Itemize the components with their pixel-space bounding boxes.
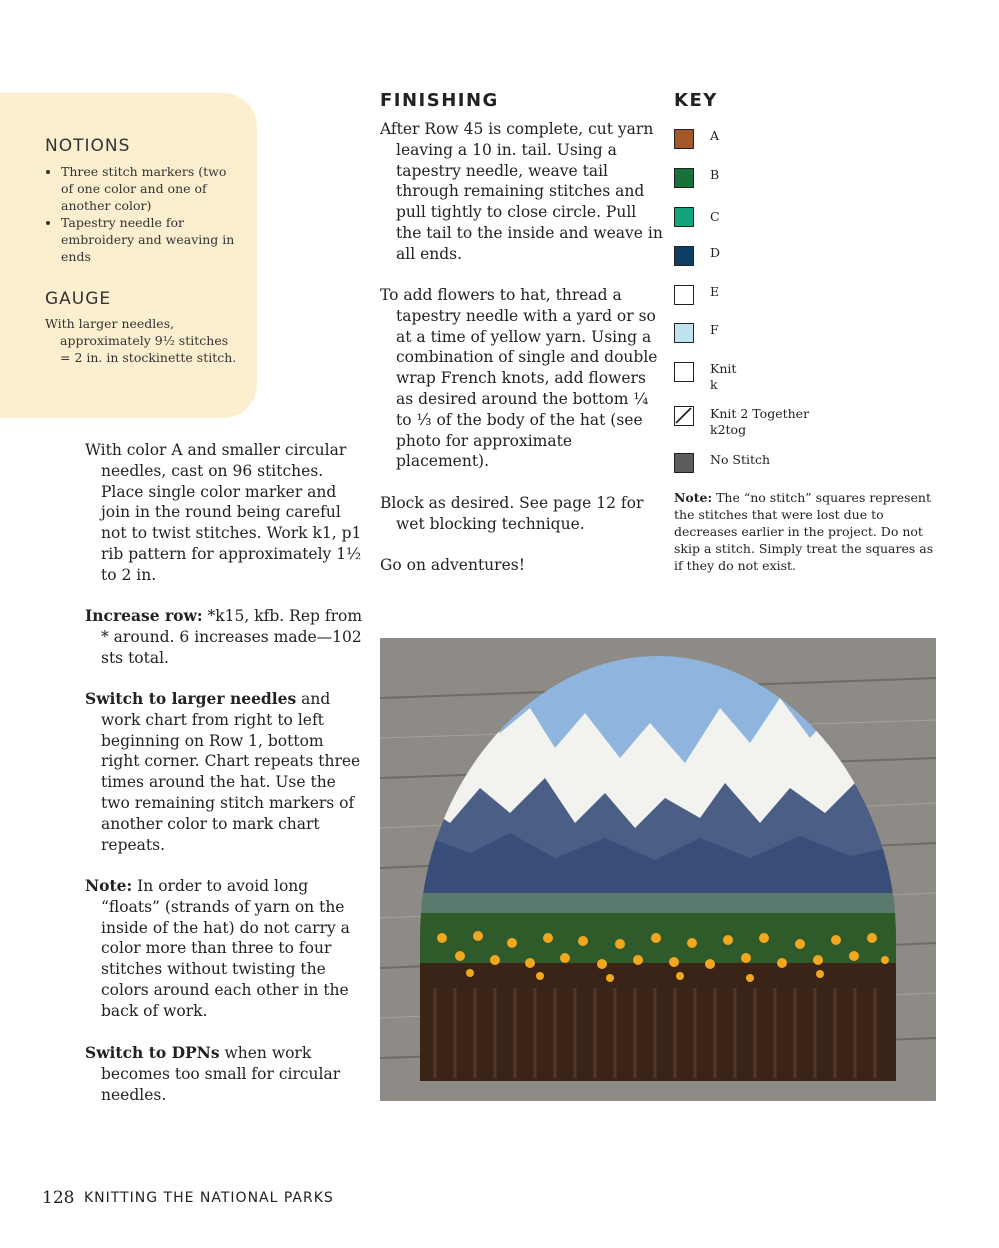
key-label-d: D [710,245,721,260]
swatch-no-stitch [674,453,694,473]
swatch-b [674,168,694,188]
larger-needles-text: and work chart from right to left beginning on Row 1, bottom right corner. Chart repeats three times around the hat. Use the two remaining stitch markers of another color to mark chart repeats. [101,690,361,854]
blocking-paragraph: Block as desired. See page 12 for wet blocking technique. [380,494,644,533]
running-footer-title: KNITTING THE NATIONAL PARKS [84,1190,334,1206]
swatch-e [674,285,694,305]
cast-on-paragraph: With color A and smaller circular needles, cast on 96 stitches. Place single color marker and join in the round being careful not to twist stitches. Work k1, p1 rib pattern for approximately 1½ to 2 in. [85,441,362,584]
dpns-paragraph [85,1043,366,1105]
dpns-label: Switch to DPNs [85,1043,220,1062]
key-label-b: B [710,167,720,182]
notions-heading: NOTIONS [45,136,131,156]
knitted-hat-photo [380,638,936,1101]
key-label-f: F [710,322,719,337]
notions-item: • Tapestry needle for embroidery and weaving in ends [61,214,241,265]
increase-row-label: Increase row: [85,606,203,625]
key-label-a: A [710,128,720,143]
finishing-paragraph-1: After Row 45 is complete, cut yarn leaving a 10 in. tail. Using a tapestry needle, weave tail through remaining stitches and pull tightly to close circle. Pull the tail to the inside and weave in all ends. [380,120,663,263]
dpns-text: when work becomes too small for circular needles. [101,1044,341,1104]
notions-list [45,163,241,265]
larger-needles-paragraph [85,689,366,855]
larger-needles-label: Switch to larger needles [85,689,297,708]
swatch-c [674,207,694,227]
floats-note-label: Note: [85,876,133,895]
page-number: 128 [42,1188,75,1208]
key-label-knit [710,361,736,393]
adventures-paragraph: Go on adventures! [380,556,525,574]
swatch-d [674,246,694,266]
flowers-paragraph: To add flowers to hat, thread a tapestry needle with a yard or so at a time of yellow yarn. Using a combination of single and double wrap French knots, add flowers as desired around the bottom ¼ to ⅓ of the body of the hat (see photo for approximate placement). [380,286,658,471]
finishing-heading: FINISHING [380,90,499,111]
swatch-a [674,129,694,149]
gauge-heading: GAUGE [45,289,112,309]
key-label-k2tog-name: Knit 2 Together [710,406,810,421]
key-label-knit-abbr: k [710,377,718,392]
key-heading: KEY [674,90,718,111]
swatch-knit [674,362,694,382]
swatch-f [674,323,694,343]
notions-item: • Three stitch markers (two of one color and one of another color) [61,163,241,214]
key-note-label: Note: [674,490,713,505]
key-label-k2tog-abbr: k2tog [710,422,747,437]
swatch-k2tog [674,406,694,426]
key-label-c: C [710,209,720,224]
floats-note-paragraph [85,876,366,1022]
key-label-k2tog [710,406,809,438]
key-note-text: The “no stitch” squares represent the stitches that were lost due to decreases earlier in the project. Do not skip a stitch. Simply treat the squares as if they do not exist. [674,490,934,573]
increase-row-paragraph [85,606,366,668]
increase-row-text: *k15, kfb. Rep from * around. 6 increases made—102 sts total. [101,607,363,667]
key-note [674,489,944,574]
diagonal-slash-icon [675,407,692,424]
gauge-text: With larger needles, approximately 9½ stitches = 2 in. in stockinette stitch. [45,316,237,365]
key-label-no-stitch: No Stitch [710,452,771,467]
floats-note-text: In order to avoid long “floats” (strands of yarn on the inside of the hat) do not carry a color more than three to four stitches without twisting the colors around each other in the back of work. [101,877,350,1020]
key-label-e: E [710,284,720,299]
key-label-knit-name: Knit [710,361,737,376]
